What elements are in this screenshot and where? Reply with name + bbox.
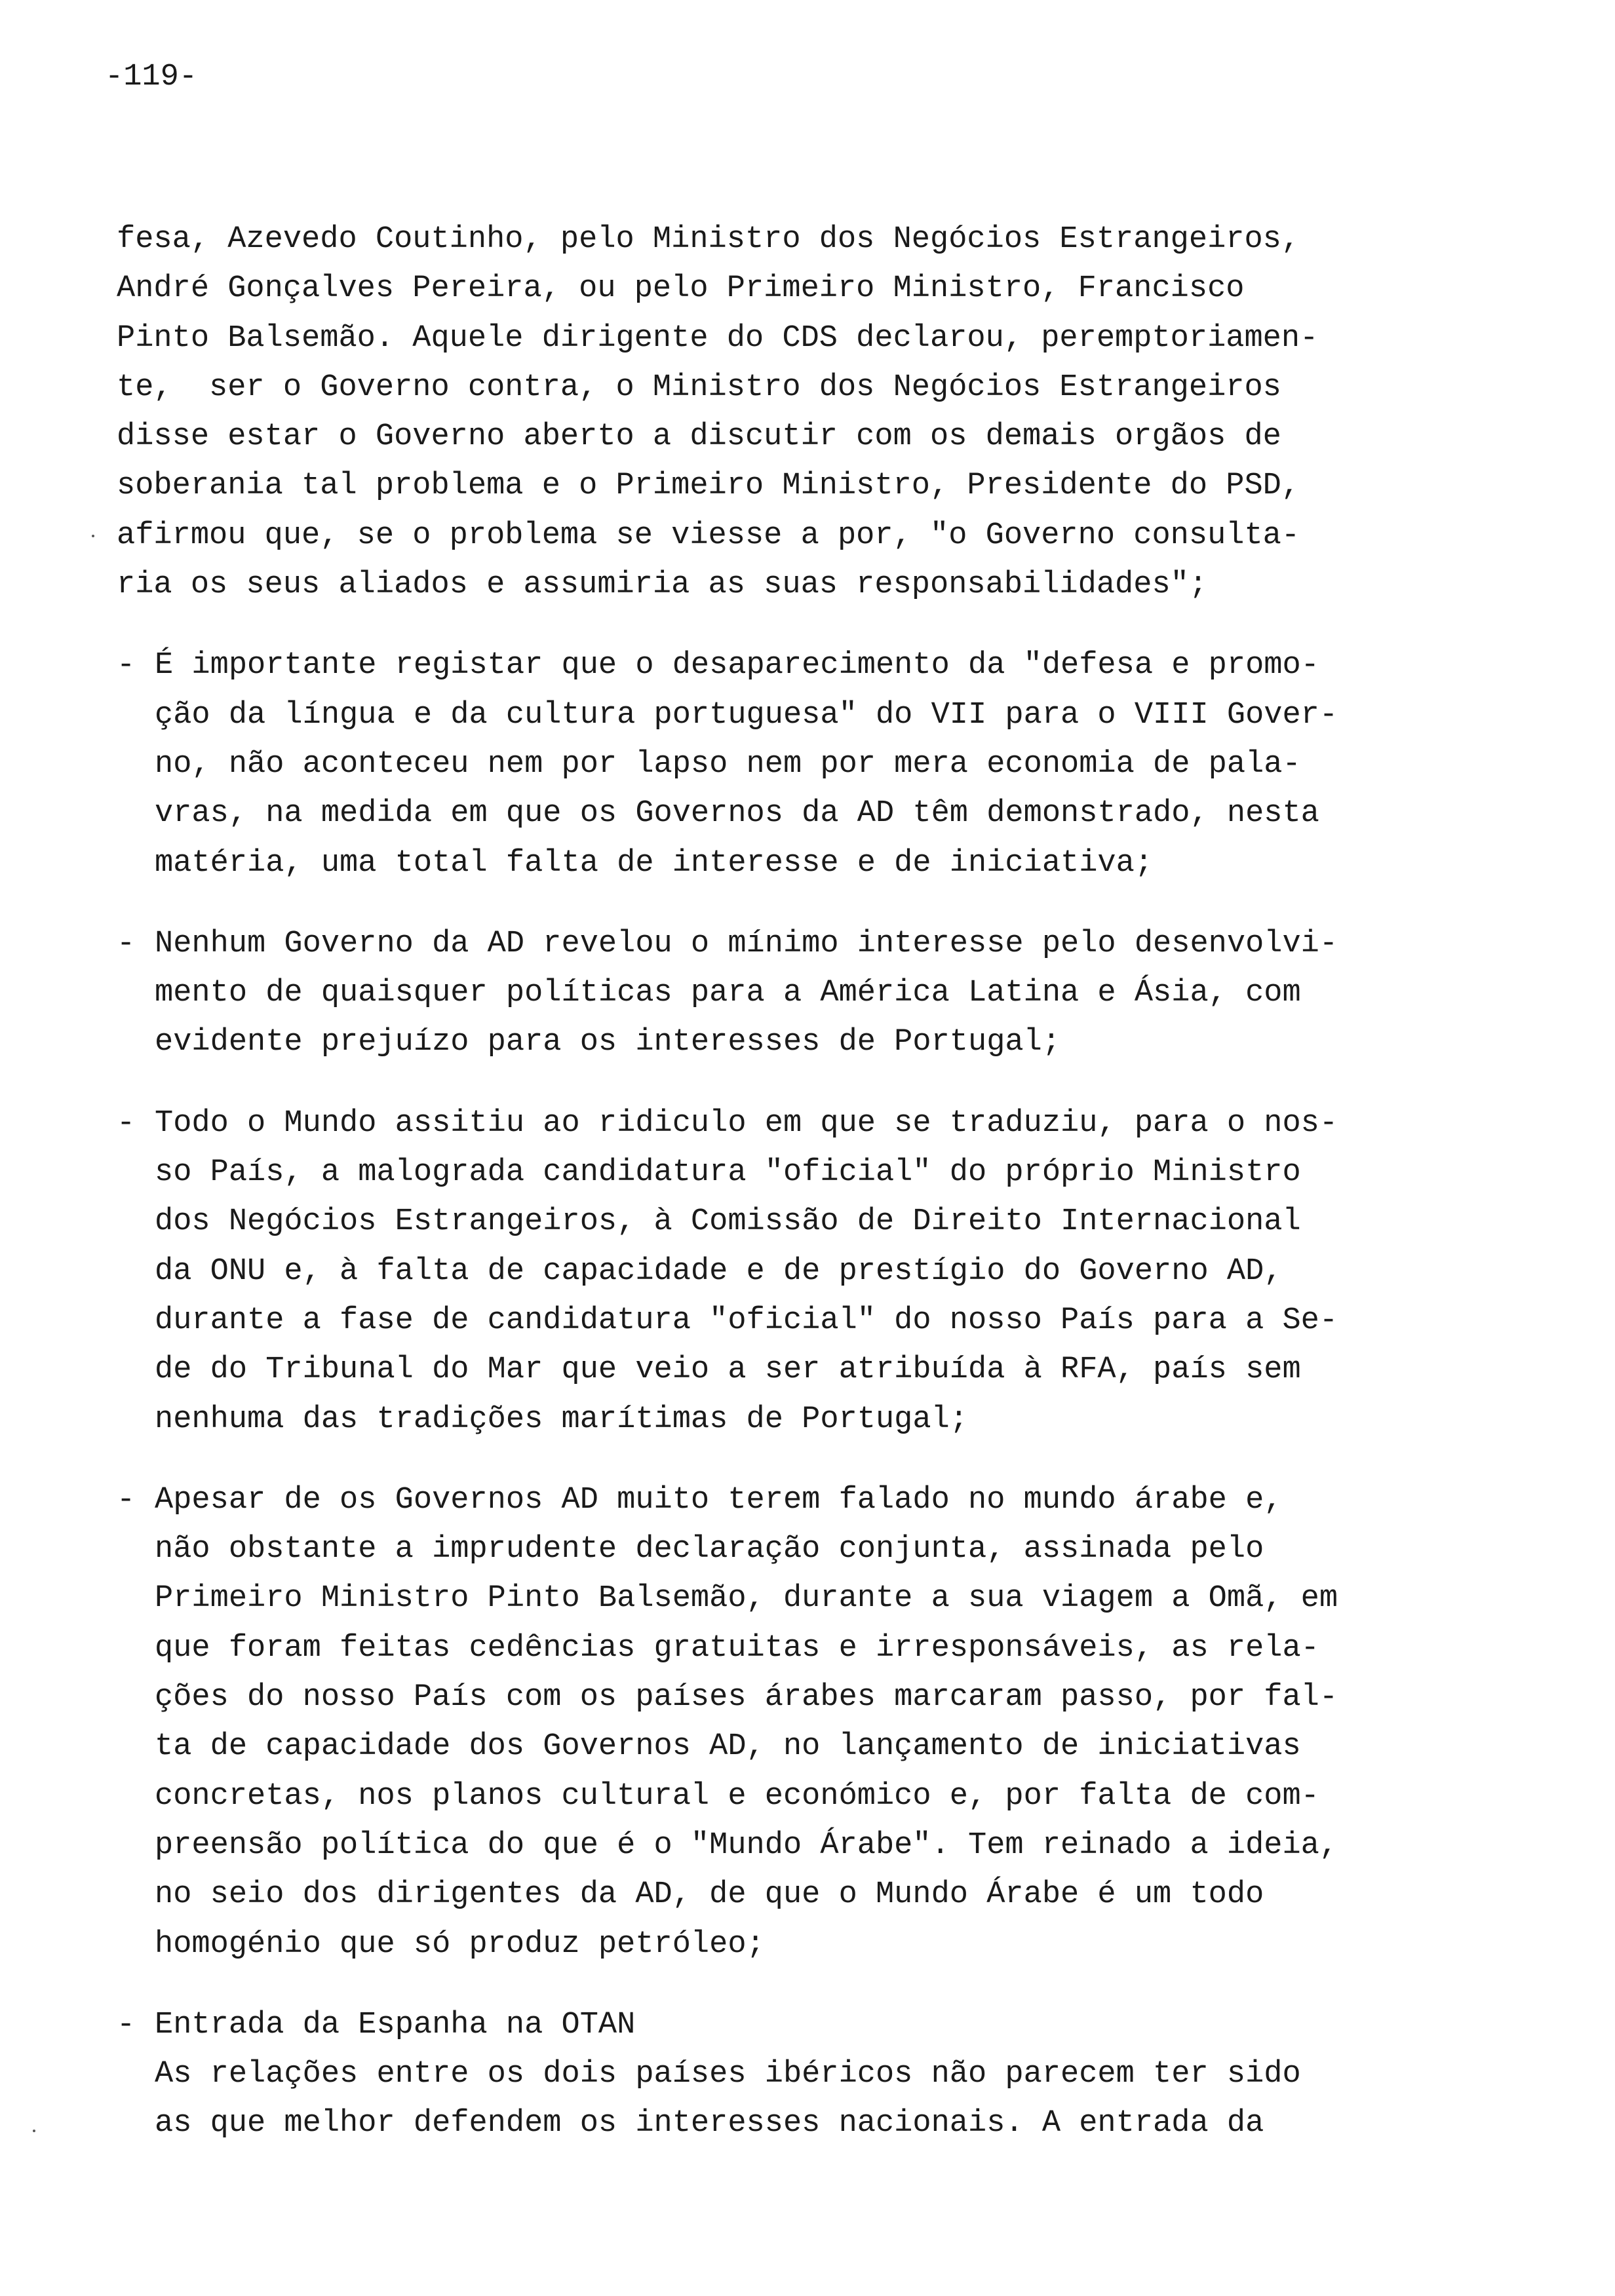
text-line: te, ser o Governo contra, o Ministro dos Negócios Estrangeiros <box>117 370 1281 405</box>
text-line: de do Tribunal do Mar que veio a ser atribuída à RFA, país sem <box>155 1352 1301 1388</box>
text-line: ções do nosso País com os países árabes marcaram passo, por fal- <box>155 1680 1338 1715</box>
scan-speck <box>33 2130 35 2132</box>
text-line: ta de capacidade dos Governos AD, no lançamento de iniciativas <box>155 1729 1301 1765</box>
text-line: disse estar o Governo aberto a discutir com os demais orgãos de <box>117 419 1281 455</box>
document-body <box>117 215 1526 2149</box>
text-line: as que melhor defendem os interesses nacionais. A entrada da <box>155 2106 1264 2141</box>
text-line: dos Negócios Estrangeiros, à Comissão de Direito Internacional <box>155 1204 1301 1240</box>
text-line: no, não aconteceu nem por lapso nem por mera economia de pala- <box>155 746 1301 782</box>
text-line: soberania tal problema e o Primeiro Ministro, Presidente do PSD, <box>117 469 1300 504</box>
text-line: Todo o Mundo assitiu ao ridiculo em que se traduziu, para o nos- <box>155 1105 1338 1141</box>
list-dash: - <box>117 1482 136 1518</box>
text-line: da ONU e, à falta de capacidade e de prestígio do Governo AD, <box>155 1253 1283 1289</box>
text-line: matéria, uma total falta de interesse e de iniciativa; <box>155 845 1154 881</box>
text-line: É importante registar que o desaparecimento da "defesa e promo- <box>155 648 1319 683</box>
text-line: As relações entre os dois países ibéricos não parecem ter sido <box>155 2057 1301 2092</box>
text-line: André Gonçalves Pereira, ou pelo Primeiro Ministro, Francisco <box>117 271 1245 307</box>
text-line: ria os seus aliados e assumiria as suas responsabilidades"; <box>117 567 1208 603</box>
text-line: evidente prejuízo para os interesses de Portugal; <box>155 1025 1061 1060</box>
list-dash: - <box>117 1105 136 1141</box>
list-item <box>117 2000 1526 2149</box>
text-line: concretas, nos planos cultural e económico e, por falta de com- <box>155 1778 1319 1814</box>
text-line: mento de quaisquer políticas para a América Latina e Ásia, com <box>155 976 1301 1011</box>
page-number: -119- <box>105 60 198 94</box>
text-line: Apesar de os Governos AD muito terem falado no mundo árabe e, <box>155 1482 1283 1518</box>
text-line: Entrada da Espanha na OTAN <box>155 2007 636 2042</box>
text-line: so País, a malograda candidatura "oficial" do próprio Ministro <box>155 1155 1301 1191</box>
text-line: nenhuma das tradições marítimas de Portugal; <box>155 1402 969 1437</box>
text-line: que foram feitas cedências gratuitas e irresponsáveis, as rela- <box>155 1630 1319 1666</box>
text-line: preensão política do que é o "Mundo Árabe". Tem reinado a ideia, <box>155 1827 1338 1863</box>
continuation-paragraph <box>117 215 1526 609</box>
text-line: homogénio que só produz petróleo; <box>155 1926 765 1962</box>
list-item <box>117 919 1526 1067</box>
scan-speck <box>92 535 94 537</box>
list-dash: - <box>117 2007 136 2042</box>
text-line: fesa, Azevedo Coutinho, pelo Ministro dos Negócios Estrangeiros, <box>117 222 1300 257</box>
text-line: durante a fase de candidatura "oficial" do nosso País para a Se- <box>155 1303 1338 1338</box>
text-line: Nenhum Governo da AD revelou o mínimo interesse pelo desenvolvi- <box>155 926 1338 961</box>
text-line: vras, na medida em que os Governos da AD têm demonstrado, nesta <box>155 796 1319 832</box>
text-line: Pinto Balsemão. Aquele dirigente do CDS declarou, peremptoriamen- <box>117 320 1319 356</box>
list-dash: - <box>117 926 136 961</box>
text-line: no seio dos dirigentes da AD, de que o Mundo Árabe é um todo <box>155 1877 1264 1913</box>
list-item <box>117 1099 1526 1444</box>
text-line: ção da língua e da cultura portuguesa" do VII para o VIII Gover- <box>155 697 1338 733</box>
list-item <box>117 1476 1526 1969</box>
text-line: afirmou que, se o problema se viesse a por, "o Governo consulta- <box>117 518 1300 553</box>
text-line: não obstante a imprudente declaração conjunta, assinada pelo <box>155 1532 1264 1567</box>
list-dash: - <box>117 648 136 683</box>
list-item <box>117 641 1526 887</box>
text-line: Primeiro Ministro Pinto Balsemão, durante a sua viagem a Omã, em <box>155 1581 1338 1617</box>
